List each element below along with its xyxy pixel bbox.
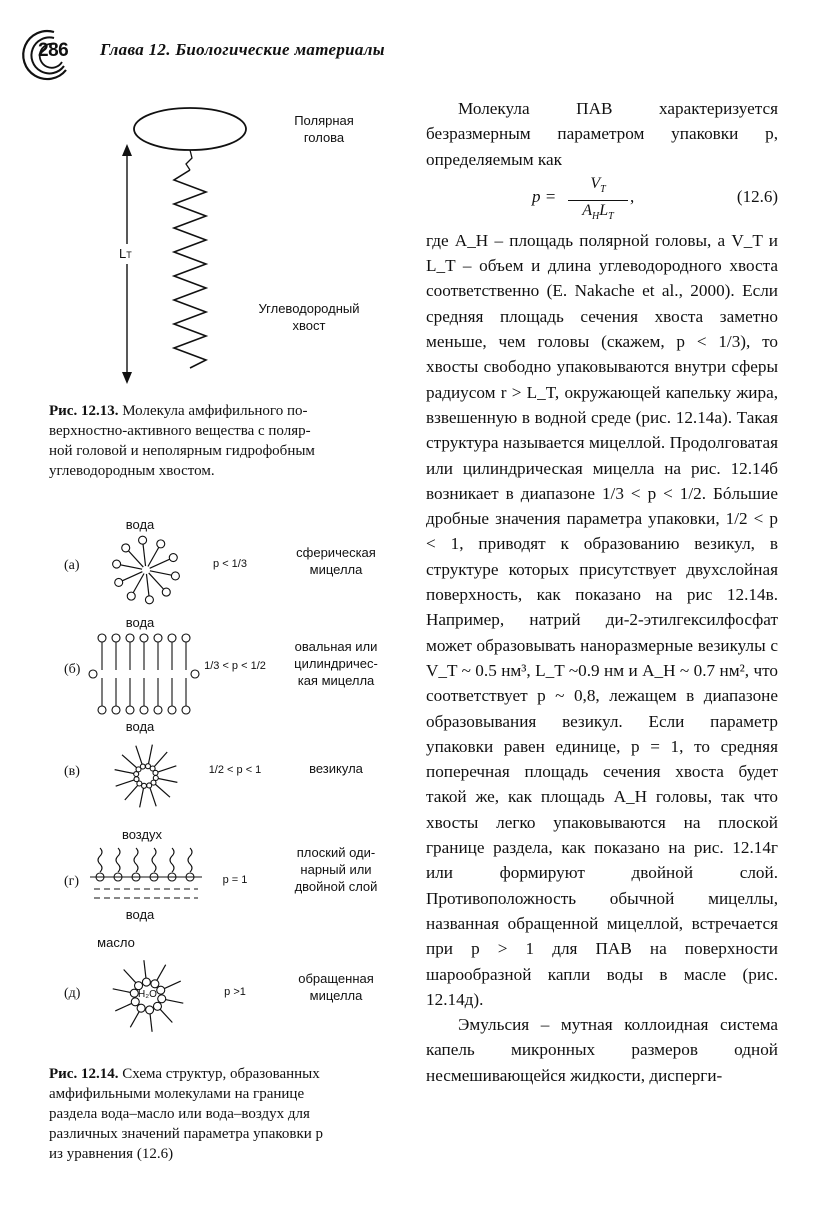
row-b-desc: овальная или цилиндричес- кая мицелла	[294, 639, 378, 688]
arrow-up-icon	[122, 144, 132, 156]
head-circle	[153, 770, 158, 775]
row-c-desc: везикула	[309, 761, 363, 776]
head-circle	[182, 634, 190, 642]
vesicle-icon	[106, 736, 186, 816]
body-text-column	[426, 96, 778, 1088]
spherical-micelle-icon	[106, 530, 186, 610]
head-circle	[137, 1004, 145, 1012]
tail-line	[148, 745, 152, 767]
tail-line	[156, 778, 178, 782]
head-circle	[146, 1006, 154, 1014]
length-label: LT	[119, 246, 132, 261]
arrow-down-icon	[122, 372, 132, 384]
head-circle	[191, 670, 199, 678]
head-circle	[154, 634, 162, 642]
tail-line	[116, 848, 120, 872]
planar-layer-icon	[90, 844, 202, 908]
head-circle	[182, 706, 190, 714]
head-circle	[151, 980, 159, 988]
tail-line	[153, 783, 169, 798]
row-b-letter: (б)	[64, 662, 81, 677]
row-d-p: p = 1	[222, 874, 248, 886]
head-circle	[153, 1002, 161, 1010]
head-circle	[168, 706, 176, 714]
row-c-p: 1/2 < p < 1	[208, 764, 262, 776]
head-circle	[158, 995, 166, 1003]
tail-line	[153, 752, 168, 768]
head-circle	[112, 634, 120, 642]
head-circle	[157, 540, 165, 548]
head-circle	[140, 764, 145, 769]
tail-line	[115, 770, 137, 774]
head-circle	[115, 578, 123, 586]
hydrocarbon-tail-zigzag	[174, 170, 206, 368]
equation-number: (12.6)	[736, 186, 778, 206]
tail-line	[155, 766, 176, 773]
tail-line	[188, 848, 192, 872]
head-circle	[142, 978, 150, 986]
head-circle	[168, 634, 176, 642]
head-circle	[145, 596, 153, 604]
head-circle	[154, 706, 162, 714]
row-d-desc: плоский оди- нарный или двойной слой	[294, 845, 378, 894]
polar-head-ellipse	[134, 108, 246, 150]
cylindrical-micelle-icon	[88, 630, 200, 718]
head-circle	[98, 706, 106, 714]
equation-12-6: p = $V_T$ $A_HL_T$ , (12.6)	[532, 174, 778, 223]
tail-line	[170, 848, 174, 872]
tail-label: Углеводородный хвост	[258, 301, 360, 333]
row-d-top-label: воздух	[121, 827, 163, 842]
head-circle	[169, 554, 177, 562]
head-circle	[89, 670, 97, 678]
head-circle	[98, 634, 106, 642]
row-a-top-label: вода	[125, 517, 155, 532]
head-circle	[139, 536, 147, 544]
head-circle	[157, 986, 165, 994]
head-circle	[140, 634, 148, 642]
polar-head-label: Полярная голова	[294, 113, 354, 145]
head-circle	[171, 572, 179, 580]
head-circle	[126, 634, 134, 642]
figure-12-13-caption: Рис. 12.13. Молекула амфифильного по- верхностно-активного вещества с поляр- ной головой и неполярным гидрофобным углеводородным хвостом.	[49, 403, 315, 479]
head-tail-link	[186, 150, 192, 170]
head-circle	[112, 706, 120, 714]
tail-line	[98, 848, 102, 872]
row-d-bottom-label: вода	[125, 907, 155, 922]
row-a-desc: сферическая мицелла	[296, 545, 376, 577]
page-number: 286	[38, 40, 69, 61]
figure-12-14	[40, 510, 400, 1040]
row-c-top-label: вода	[125, 719, 155, 734]
tail-line	[134, 848, 138, 872]
tail-line	[116, 779, 137, 786]
row-a-p: p < 1/3	[213, 558, 247, 570]
paragraph-2: где A_H – площадь полярной головы, а V_T и L_T – объем и длина углеводородного хвоста соответственно (E. Nakache et al., 2000). Если средняя площадь сечения хвоста заметно меньше, чем головы (скажем, p < 1/3), то хвосты свободно упаковываются внутри сферы радиусом r > L_T, окружающей капельку жира, взвешенную в водной среде (рис. 12.14а). Такая структура называется мицеллой. Продолговатая или цилиндрическая мицелла на рис. 12.14б возникает в диапазоне 1/3 < p < 1/2. Бóльшие дробные значения параметра упаковки, 1/2 < p < 1, приводят к образованию везикул, в структуре которых присутствует двухслойная поверхность, как показано на рис 12.14в. Например, натрий ди-2-этилгексилфосфат может образовывать наноразмерные везикулы с V_T ~ 0.5 нм³, L_T ~0.9 нм и A_H ~ 0.7 нм², что соответствует p ~ 0,8, лежащем в диапазоне образовывания везикул. Если параметр упаковки равен единице, p = 1, то средняя поперечная площадь сечения хвоста будет такой же, как площадь A_H головы, так что хвосты легко упаковываются на плоской границе раздела, как показано на рис. 12.14г или формируют двойной слой. Противоположность обычной мицеллы, названная обращенной мицеллой, встречается при p > 1 для ПАВ на поверхности шарообразной капли воды в масле (рис. 12.14д).	[426, 230, 778, 1009]
row-e-letter: (д)	[64, 986, 81, 1001]
row-b-p: 1/3 < p < 1/2	[204, 660, 266, 672]
tail-line	[149, 785, 156, 806]
figure-12-13	[100, 96, 380, 401]
paragraph-1: Молекула ПАВ характеризуется безразмерным параметром упаковки p, определяемым как	[426, 99, 778, 169]
head-circle	[134, 777, 139, 782]
row-e-desc: обращенная мицелла	[298, 971, 374, 1003]
tail-line	[140, 786, 144, 808]
row-a-letter: (а)	[64, 558, 80, 573]
head-circle	[140, 706, 148, 714]
row-c-letter: (в)	[64, 764, 80, 779]
row-d-letter: (г)	[64, 874, 80, 889]
paragraph-3: Эмульсия – мутная коллоидная система капель микронных размеров одной несмешивающейся жидкости, дисперги-	[426, 1015, 778, 1085]
row-b-top-label: вода	[125, 615, 155, 630]
tail-line	[136, 746, 143, 767]
chapter-title: Глава 12. Биологические материалы	[100, 40, 385, 59]
row-e-top-label: масло	[97, 935, 135, 950]
figure-12-14-caption: Рис. 12.14. Схема структур, образованных амфифильными молекулами на границе раздела вода–масло или вода–воздух для различных значений параметра упаковки p из уравнения (12.6)	[49, 1066, 324, 1162]
row-e-p: p >1	[224, 986, 246, 998]
head-circle	[122, 544, 130, 552]
head-circle	[126, 706, 134, 714]
head-circle	[113, 560, 121, 568]
head-circle	[127, 592, 135, 600]
head-circle	[147, 783, 152, 788]
water-core-label: H₂O	[138, 989, 157, 1000]
tail-line	[125, 783, 140, 799]
tail-line	[122, 755, 138, 770]
head-circle	[162, 588, 170, 596]
tail-line	[152, 848, 156, 872]
